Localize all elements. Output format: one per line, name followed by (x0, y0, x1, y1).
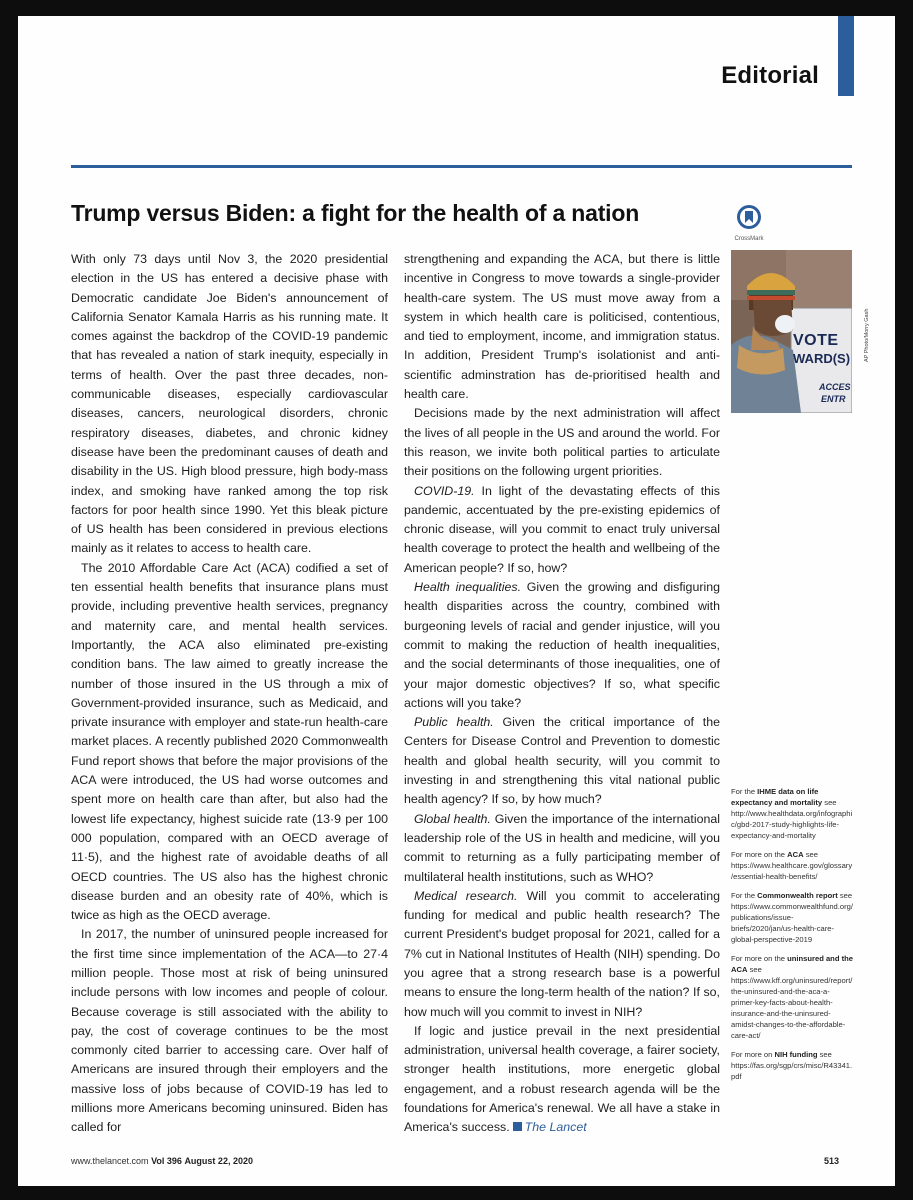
sign-text-access: ACCES (819, 382, 851, 392)
note-topic: uninsured and the ACA (731, 954, 853, 974)
crossmark-badge[interactable] (730, 204, 768, 242)
footer-volume: Vol 396 (151, 1156, 182, 1166)
paragraph-covid (404, 482, 720, 578)
signoff: The Lancet (524, 1120, 587, 1135)
paragraph-text: In light of the devastating effects of this pandemic, accentuated by the pre-existing epidemics of chronic disease, will you commit to enact truly universal health coverage to protect the health and wellbeing of the American people? If so, how? (404, 483, 720, 575)
sidebar-note-uninsured (731, 953, 853, 1041)
paragraph-final (404, 1022, 720, 1138)
paragraph: Decisions made by the next administration will affect the lives of all people in the US and around the world. For this reason, we invite both political parties to articulate their positions on the following urgent priorities. (404, 406, 720, 479)
paragraph: The 2010 Affordable Care Act (ACA) codified a set of ten essential health benefits that insurance plans must provide, including preventive health services, pregnancy and maternity care, and mental health services. Importantly, the ACA also eliminated pre-existing condition bans. The law aimed to greatly increase the number of those insured in the US through a mix of Government-provided insurance, such as Medicaid, and private insurance with employer and state-run health-care market places. A recently published 2020 Commonwealth Fund report shows that before the major provisions of the ACA were introduced, the US had worse outcomes and spent more on health care than after, but also had the lowest life expectancy, highest suicide rate (13·9 per 100 000 population, compared with an OECD average of 11·5), and the highest rate of avoidable deaths of all OECD countries. The US also has the highest chronic disease burden and an obesity rate of 40%, which is twice as high as the OECD average. (71, 560, 388, 923)
run-in-heading: Medical research. (414, 888, 518, 903)
article-column-1 (71, 250, 388, 1138)
note-topic: IHME data on life expectancy and mortality (731, 787, 823, 807)
run-in-heading: COVID-19. (414, 483, 475, 498)
paragraph-public-health (404, 713, 720, 809)
editorial-photo (731, 250, 852, 413)
sidebar-note-ihme (731, 786, 853, 841)
sign-text-ward: WARD(S) (793, 351, 851, 366)
sidebar-note-commonwealth (731, 890, 853, 945)
note-link[interactable]: see https://fas.org/sgp/crs/misc/R43341.pdf (731, 1050, 853, 1081)
sidebar-note-nih (731, 1049, 853, 1082)
photo-credit: AP Photo/Morry Gash (864, 308, 870, 362)
paragraph-text: Given the importance of the international leadership role of the US in health and medicine, will you commit to returning as a fully participating member of multilateral health institutions, such as WHO? (404, 811, 721, 884)
header-rule (71, 165, 852, 168)
note-text: For the (731, 787, 758, 796)
paragraph-medical-research (404, 887, 720, 1022)
paragraph-text: Given the critical importance of the Centers for Disease Control and Prevention to domestic health and global health security, will you commit to investing in and strengthening this vital national public health agency? If so, by how much? (404, 715, 720, 807)
paragraph: In 2017, the number of uninsured people increased for the first time since implementation of the ACA—to 27·4 million people. Those most at risk of being uninsured include persons with low incomes and people of colour. Because coverage is still associated with the ability to pay, the cost of coverage continues to be the most commonly cited barrier to accessing care. Over half of Americans are insured through their employers and the massive loss of jobs because of COVID-19 has led to millions more Americans becoming uninsured. Biden has called for (71, 927, 388, 1135)
page-footer (71, 1156, 253, 1166)
paragraph: strengthening and expanding the ACA, but there is little incentive in Congress to move towards a single-provider health-care system. The US must move away from a system in which health care is politicised, contentious, and tied to employment, income, and immigration status. In addition, President Trump's isolationist and anti-scientific adminstration has de-prioritised health and health care. (404, 252, 720, 402)
run-in-heading: Health inequalities. (414, 580, 522, 595)
section-color-tab (838, 16, 854, 96)
sign-text-entrance: ENTR (821, 394, 846, 404)
section-label: Editorial (721, 62, 819, 89)
paragraph: With only 73 days until Nov 3, the 2020 presidential election in the US has entered a decisive phase with Democratic candidate Joe Biden's announcement of California Senator Kamala Harris as his running mate. It comes against the backdrop of the COVID-19 pandemic that has revealed a nation of stark inequity, especially in terms of health. Over the past three decades, non-communicable diseases, especially cardiovascular diseases, cancers, neurological disorders, chronic respiratory diseases, diabetes, and chronic kidney disease have been the predominant causes of death and disability in the US. High blood pressure, high body-mass index, and smoking have ranked among the top risk factors for poor health since 1990. Yet this bleak picture of US health has been considered in previous elections mainly as it relates to access to health care. (71, 252, 388, 556)
square-bullet-icon (513, 1122, 522, 1131)
note-link[interactable]: see https://www.commonwealthfund.org/publications/issue-briefs/2020/jan/us-health-care-global-perspective-2019 (731, 891, 853, 944)
paragraph-text: Given the growing and disfiguring health disparities across the country, combined with burgeoning levels of racial and gender injustice, will you commit to making the reduction of health inequalities, and the social determinants of those inequalities, one of your major domestic objectives? If so, what specific actions will you take? (404, 580, 720, 710)
run-in-heading: Public health. (414, 715, 494, 730)
crossmark-label: CrossMark (734, 236, 764, 242)
note-topic: ACA (787, 850, 804, 859)
footer-site[interactable]: www.thelancet.com (71, 1156, 149, 1166)
page-number: 513 (824, 1156, 840, 1166)
footer-date: August 22, 2020 (184, 1156, 253, 1166)
note-text: For the (731, 891, 758, 900)
article-column-2 (404, 250, 720, 1138)
note-link[interactable]: see https://www.healthcare.gov/glossary/essential-health-benefits/ (731, 850, 853, 881)
note-text: For more on (731, 1050, 775, 1059)
crossmark-icon (736, 204, 762, 230)
paragraph-text: If logic and justice prevail in the next presidential administration, universal health coverage, a fairer society, stronger health institutions, more energetic global engagement, and a robust research agenda will be the foundations for America's renewal. We all have a stake in America's success. (404, 1023, 720, 1135)
note-topic: NIH funding (774, 1050, 818, 1059)
note-link[interactable]: see http://www.healthdata.org/infographic/gbd-2017-study-highlights-life-expectancy-and-mortality (731, 798, 853, 840)
sidebar-notes (731, 786, 853, 1090)
article-title: Trump versus Biden: a fight for the health of a nation (71, 200, 640, 226)
note-text: For more on the (731, 954, 788, 963)
sidebar-note-aca (731, 849, 853, 882)
note-topic: Commonwealth report (757, 891, 838, 900)
journal-page (18, 16, 895, 1186)
sign-text-vote: VOTE (793, 332, 839, 349)
paragraph-inequalities (404, 578, 720, 713)
run-in-heading: Global health. (414, 811, 491, 826)
note-text: For more on the (731, 850, 788, 859)
paragraph-text: Will you commit to accelerating funding for medical and public health research? The current President's budget proposal for 2021, called for a 7% cut in National Institutes of Health (NIH) spending. Do you agree that a strong research base is a powerful means to ensure the long-term health of the nation? If so, how much will you commit to invest in NIH? (404, 888, 720, 1019)
note-link[interactable]: see https://www.kff.org/uninsured/report/the-uninsured-and-the-aca-a-primer-key-facts-about-health-insurance-and-the-uninsured-amidst-changes-to-the-affordable-care-act/ (731, 965, 853, 1040)
paragraph-global-health (404, 810, 720, 887)
